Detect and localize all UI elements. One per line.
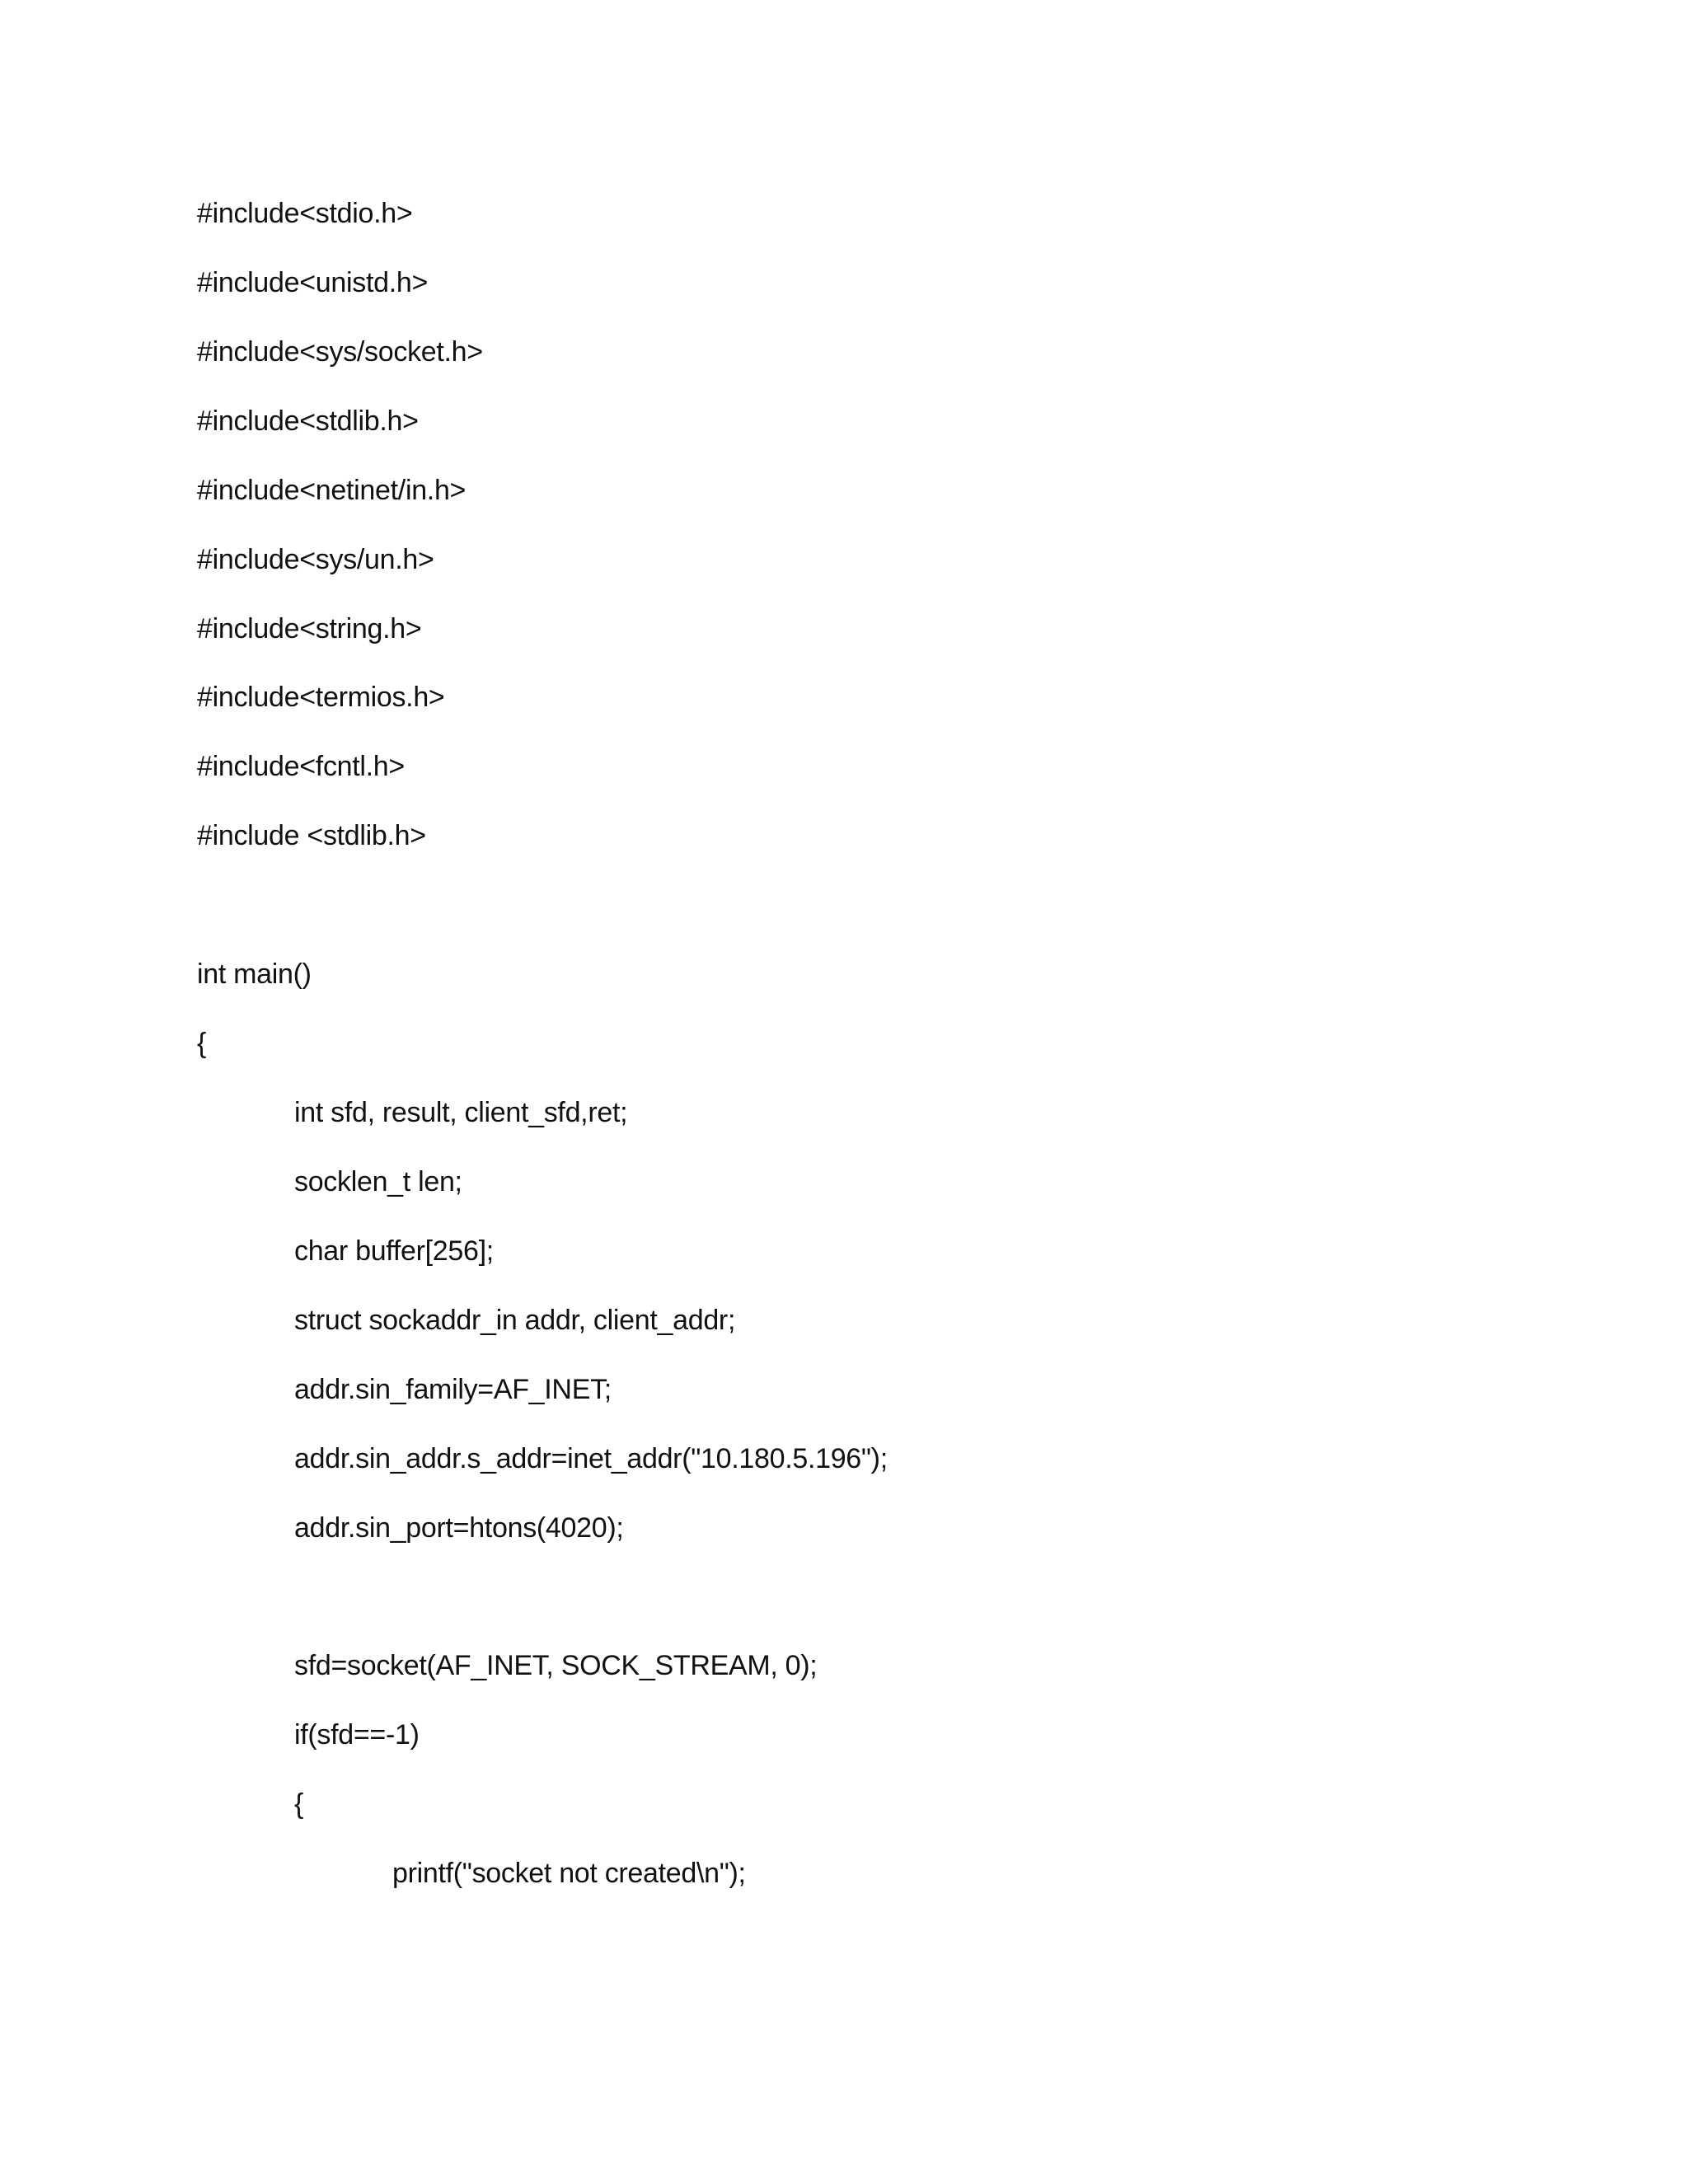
code-line-include-netinet-in: #include<netinet/in.h> [197,475,467,506]
code-line-include-sys-un: #include<sys/un.h> [197,544,434,575]
code-line-sin-port: addr.sin_port=htons(4020); [294,1512,624,1544]
code-line-sin-family: addr.sin_family=AF_INET; [294,1374,612,1405]
code-line-struct-sockaddr: struct sockaddr_in addr, client_addr; [294,1305,736,1336]
code-line-include-termios: #include<termios.h> [197,682,445,713]
code-line-include-fcntl: #include<fcntl.h> [197,751,405,782]
code-line-include-stdio: #include<stdio.h> [197,198,413,229]
code-line-include-sys-socket: #include<sys/socket.h> [197,336,483,368]
code-line-socket-call: sfd=socket(AF_INET, SOCK_STREAM, 0); [294,1650,818,1681]
code-line-open-brace: { [197,1028,207,1059]
code-line-socklen: socklen_t len; [294,1166,462,1197]
code-line-sin-addr: addr.sin_addr.s_addr=inet_addr("10.180.5.196"); [294,1443,888,1474]
code-line-include-unistd: #include<unistd.h> [197,267,429,298]
code-line-include-stdlib: #include<stdlib.h> [197,405,419,437]
code-line-include-string: #include<string.h> [197,613,422,644]
code-line-char-buffer: char buffer[256]; [294,1235,494,1267]
code-line-include-stdlib-2: #include <stdlib.h> [197,820,426,851]
code-line-if-check: if(sfd==-1) [294,1719,420,1750]
code-line-int-declarations: int sfd, result, client_sfd,ret; [294,1097,628,1128]
code-line-inner-open-brace: { [294,1788,304,1820]
code-line-main-signature: int main() [197,958,312,990]
code-line-printf: printf("socket not created\n"); [392,1858,746,1889]
